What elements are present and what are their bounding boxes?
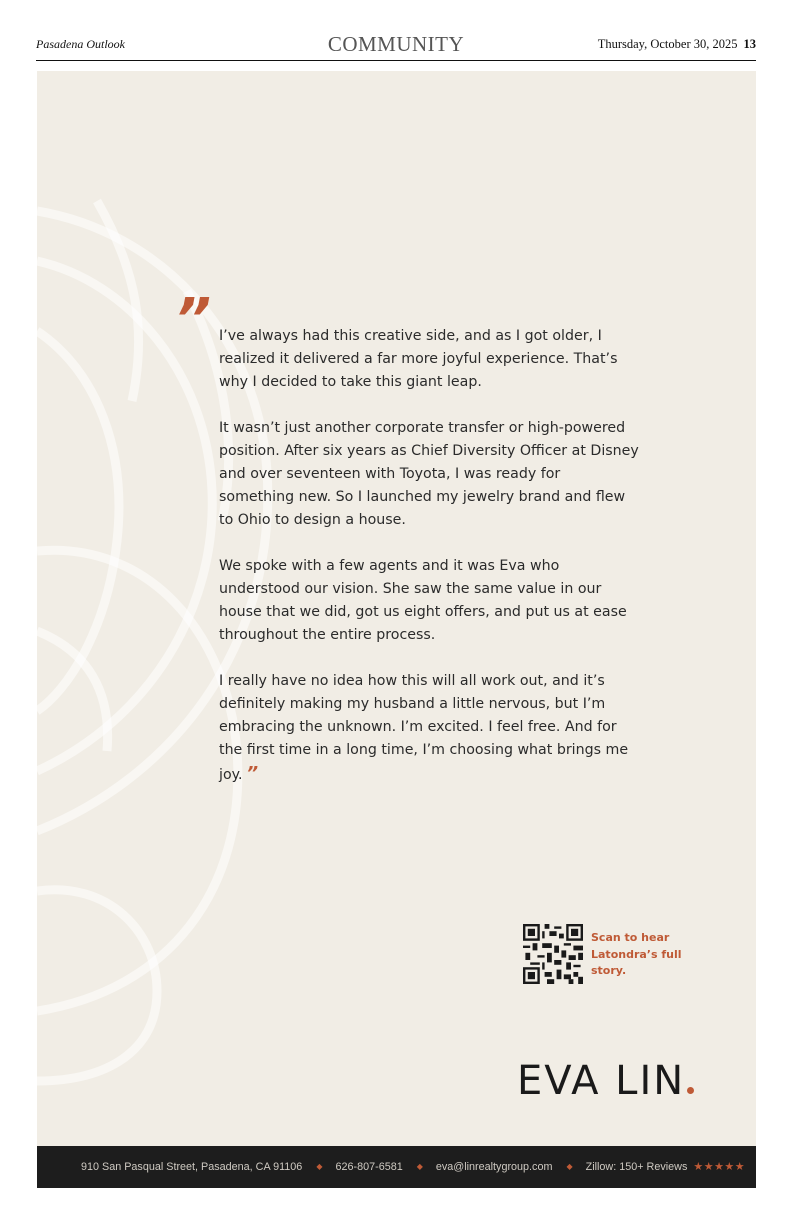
quote-paragraph: We spoke with a few agents and it was Eva who understood our vision. She saw the same value in our house that we did, got us eight offers, and put us at ease throughout the entire process. <box>219 558 627 643</box>
separator-icon: ◆ <box>416 1162 423 1171</box>
rating-stars-icon: ★★★★★ <box>693 1161 746 1173</box>
advertisement <box>37 71 756 1147</box>
zillow-reviews: Zillow: 150+ Reviews <box>585 1160 688 1173</box>
quote-paragraph: It wasn’t just another corporate transfer or high-powered position. After six years as Chief Diversity Officer at Disney and over seventeen with Toyota, I was ready for something new. So I launched my jewelry brand and flew to Ohio to design a house. <box>219 420 639 528</box>
quote-paragraph: I really have no idea how this will all work out, and it’s definitely making my husband a little nervous, but I’m embracing the unknown. I’m excited. I feel free. And for the first time in a long time, I’m choosing what brings me joy. <box>219 673 629 783</box>
phone-number[interactable]: 626-807-6581 <box>335 1160 403 1173</box>
close-quote-mark: ” <box>246 763 259 784</box>
email-link[interactable]: eva@linrealtygroup.com <box>435 1160 553 1173</box>
page-number: 13 <box>743 37 756 51</box>
section-title: COMMUNITY <box>327 32 465 56</box>
issue-date: Thursday, October 30, 2025 <box>597 37 738 51</box>
contact-footer <box>37 1146 756 1188</box>
quote-paragraph: I’ve always had this creative side, and as I got older, I realized it delivered a far more joyful experience. That’s why I decided to take this giant leap. <box>219 328 618 390</box>
separator-icon: ◆ <box>316 1162 323 1171</box>
logo-dot <box>687 1087 694 1094</box>
open-quote-mark: ” <box>175 287 212 352</box>
masthead <box>36 30 756 61</box>
logo-text: EVA LIN <box>517 1058 686 1104</box>
publication-name: Pasadena Outlook <box>36 37 125 51</box>
testimonial-quote <box>219 325 639 787</box>
qr-block <box>523 924 723 986</box>
quote-paragraph-last <box>219 670 639 787</box>
brand-logo <box>517 1058 694 1104</box>
qr-caption: Scan to hear Latondra’s full story. <box>591 931 682 977</box>
address: 910 San Pasqual Street, Pasadena, CA 91106 <box>81 1160 303 1173</box>
separator-icon: ◆ <box>566 1162 573 1171</box>
qr-code-icon[interactable] <box>523 924 583 984</box>
issue-info <box>598 37 756 52</box>
contact-line <box>81 1160 746 1173</box>
